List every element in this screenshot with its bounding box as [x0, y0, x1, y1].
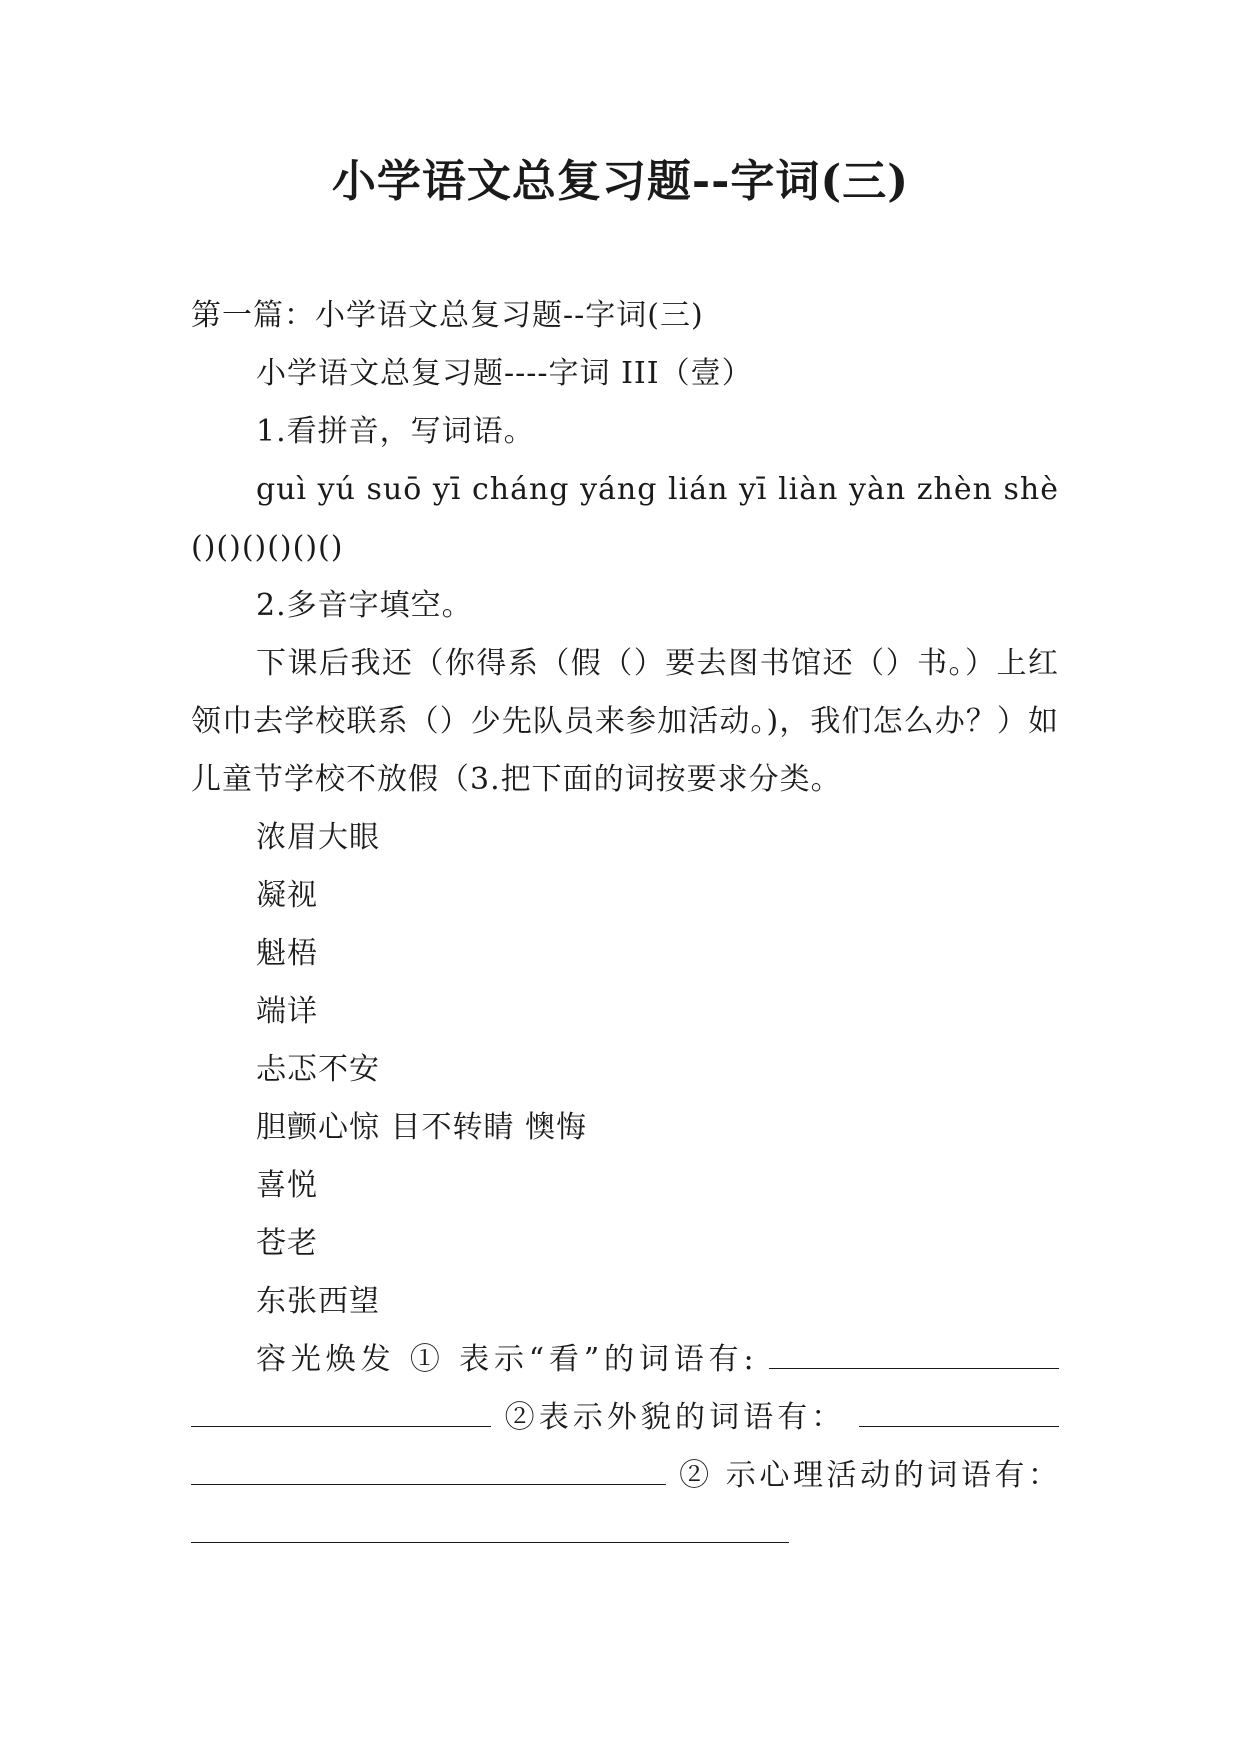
answer-blank[interactable]: [191, 1453, 666, 1486]
answer-blank[interactable]: [769, 1337, 1059, 1370]
word-item: 苍老: [256, 1226, 318, 1261]
page-title: 小学语文总复习题--字词(三): [331, 156, 910, 207]
subtitle-line: 小学语文总复习题----字词 III（壹）: [256, 356, 753, 391]
word-item: 端详: [256, 994, 318, 1029]
question-1-heading: 1.看拼音，写词语。: [256, 414, 535, 449]
category-3-label: ② 示心理活动的词语有：: [679, 1458, 1059, 1493]
answer-blank[interactable]: [191, 1511, 789, 1544]
word-item: 喜悦: [256, 1168, 318, 1203]
word-item: 凝视: [256, 878, 318, 913]
question-1-pinyin: guì yú suō yī cháng yáng lián yī liàn yàn zhèn shè ()()()()()(): [191, 472, 1059, 565]
word-item: 浓眉大眼: [256, 820, 380, 855]
word-item: 魁梧: [256, 936, 318, 971]
category-1-label: ① 表示“看”的词语有:: [409, 1342, 755, 1377]
question-2-text: 下课后我还（你得系（假（）要去图书馆还（）书。）上红领巾去学校联系（）少先队员来参加活动。)，我们怎么办？）如儿童节学校不放假（3.把下面的词按要求分类。: [191, 646, 1059, 797]
word-item: 忐忑不安: [256, 1052, 380, 1087]
answer-blank[interactable]: [859, 1395, 1059, 1428]
word-item: 东张西望: [256, 1284, 380, 1319]
word-item: 胆颤心惊 目不转睛 懊悔: [256, 1110, 588, 1145]
answer-blank[interactable]: [191, 1395, 491, 1428]
classification-block: [191, 1331, 1059, 1563]
category-2-label: ②表示外貌的词语有：: [504, 1400, 846, 1435]
document-body: [191, 287, 1059, 1563]
question-2-heading: 2.多音字填空。: [256, 588, 473, 623]
word-item-last: 容光焕发: [256, 1342, 396, 1377]
intro-line: 第一篇：小学语文总复习题--字词(三): [191, 298, 704, 333]
